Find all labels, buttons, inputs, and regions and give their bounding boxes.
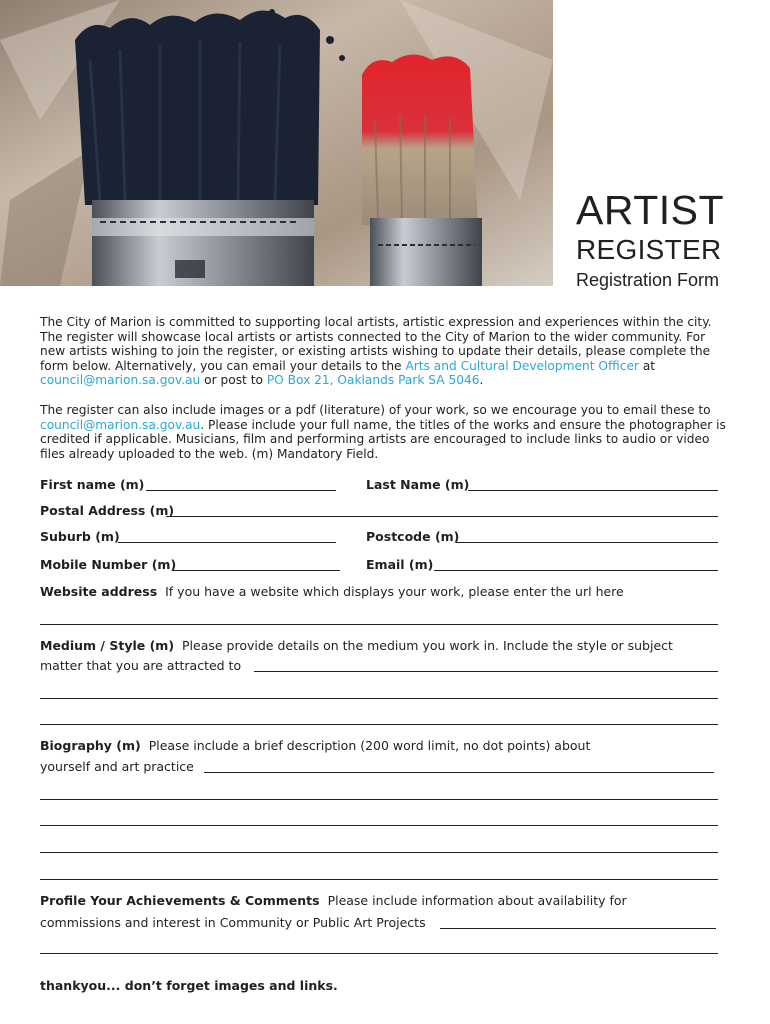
website-label: Website address: [40, 584, 158, 599]
first-name-field[interactable]: [146, 490, 336, 491]
intro-text: The register can also include images or a pdf (literature) of your work, so we encourage you to email these to: [40, 403, 711, 417]
website-help: If you have a website which displays your work, please enter the url here: [165, 584, 624, 599]
email-link[interactable]: council@marion.sa.gov.au: [40, 417, 201, 432]
hero-image: [0, 0, 553, 286]
mobile-label: Mobile Number (m): [40, 557, 177, 572]
biography-field-line[interactable]: [40, 825, 718, 826]
last-name-field[interactable]: [468, 490, 718, 491]
mobile-field[interactable]: [172, 570, 340, 571]
medium-field-line[interactable]: [40, 698, 718, 699]
intro-text: or post to: [200, 373, 267, 388]
email-field[interactable]: [434, 570, 718, 571]
suburb-field[interactable]: [118, 542, 336, 543]
achievements-field-line[interactable]: [40, 953, 718, 954]
intro-paragraph-2: [40, 403, 730, 461]
website-field[interactable]: [40, 624, 718, 625]
last-name-label: Last Name (m): [366, 477, 470, 492]
achievements-help-cont: commissions and interest in Community or Public Art Projects: [40, 915, 426, 930]
intro-text: The City of Marion is committed to supporting local artists, artistic expression and experiences within the city. The register will showcase local artists or artists connected to the City of Marion to the wider community. For new artists wishing to join the register, or existing artists wishing to update their details, please complete the form below. Alternatively, you can email your details to the: [40, 315, 712, 373]
biography-field-line[interactable]: [40, 879, 718, 880]
biography-label: Biography (m): [40, 738, 141, 753]
suburb-label: Suburb (m): [40, 529, 120, 544]
medium-help: Please provide details on the medium you work in. Include the style or subject: [182, 638, 673, 653]
biography-help-cont: yourself and art practice: [40, 759, 194, 774]
email-link[interactable]: council@marion.sa.gov.au: [40, 373, 201, 388]
postcode-field[interactable]: [456, 542, 718, 543]
postal-address-link[interactable]: PO Box 21, Oaklands Park SA 5046: [266, 373, 480, 388]
achievements-field[interactable]: [440, 928, 716, 929]
postal-address-label: Postal Address (m): [40, 503, 175, 518]
biography-field[interactable]: [204, 772, 714, 773]
medium-label: Medium / Style (m): [40, 638, 175, 653]
biography-row: [40, 738, 590, 754]
medium-field[interactable]: [254, 671, 718, 672]
postcode-label: Postcode (m): [366, 529, 460, 544]
postal-address-field[interactable]: [166, 516, 718, 517]
medium-field-line[interactable]: [40, 724, 718, 725]
medium-help-cont: matter that you are attracted to: [40, 658, 242, 673]
title-block: [576, 188, 724, 291]
page-title: ARTIST: [576, 187, 725, 233]
biography-field-line[interactable]: [40, 799, 718, 800]
intro-text: . Please include your full name, the titles of the works and ensure the photographer is credited if applicable. Musicians, film and performing artists are encouraged to include links to audio or video files already uploaded to the web. (m) Mandatory Field.: [40, 417, 726, 461]
biography-field-line[interactable]: [40, 852, 718, 853]
intro-text: .: [479, 373, 484, 388]
page-subtitle: Registration Form: [576, 270, 720, 290]
achievements-row: [40, 893, 627, 909]
paint-brushes-icon: [0, 0, 553, 286]
biography-help: Please include a brief description (200 word limit, no dot points) about: [148, 738, 591, 753]
arts-officer-link[interactable]: Arts and Cultural Development Officer: [405, 358, 639, 373]
medium-row: [40, 638, 673, 654]
achievements-help: Please include information about availability for: [327, 893, 627, 908]
closing-note: thankyou... don’t forget images and links.: [40, 978, 338, 993]
first-name-label: First name (m): [40, 477, 145, 492]
page-title-second-line: REGISTER: [576, 234, 722, 265]
website-row: [40, 584, 624, 600]
email-label: Email (m): [366, 557, 434, 572]
achievements-label: Profile Your Achievements & Comments: [40, 893, 320, 908]
intro-paragraph-1: [40, 315, 730, 388]
intro-text: at: [638, 358, 656, 373]
